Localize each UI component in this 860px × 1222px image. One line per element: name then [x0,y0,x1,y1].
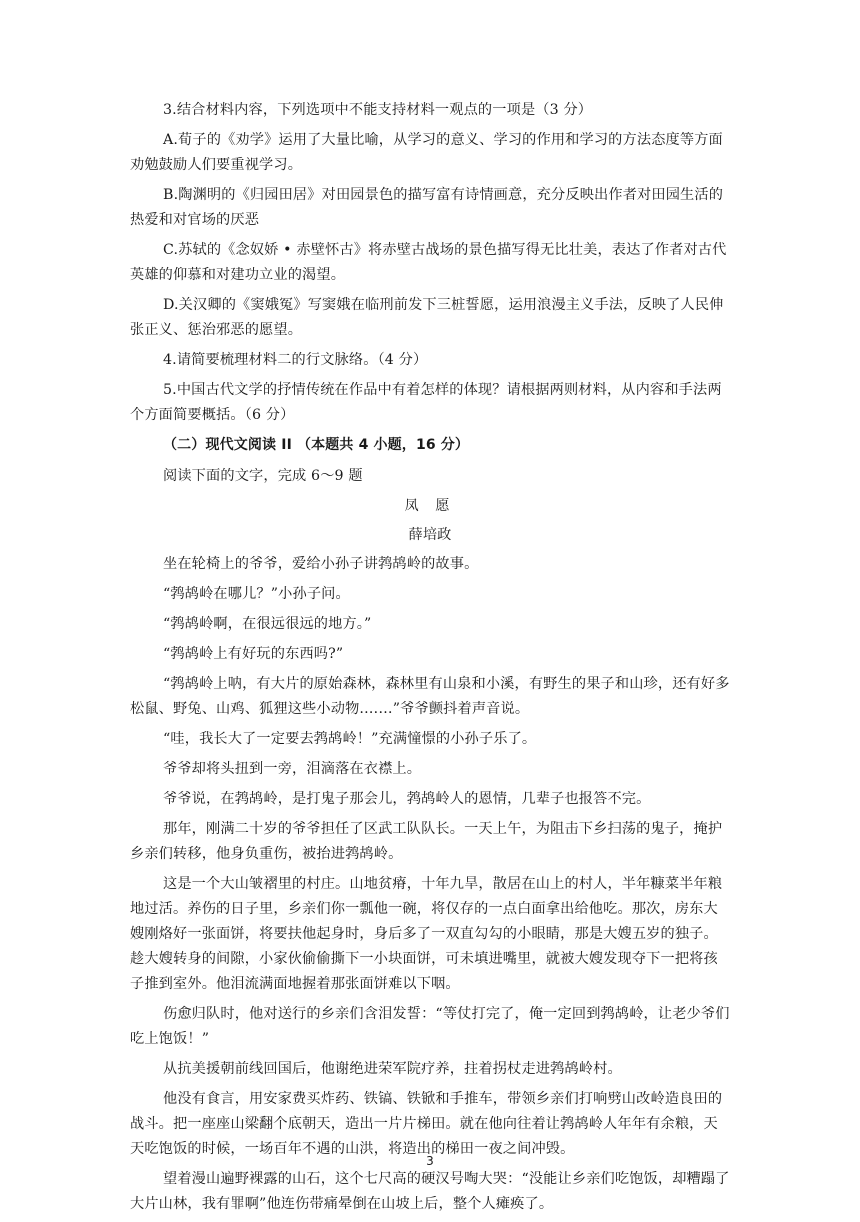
section-2-heading: （二）现代文阅读 II （本题共 4 小题，16 分） [163,437,470,453]
story-paragraph: “鹁鸪岭上呐，有大片的原始森林，森林里有山泉和小溪，有野生的果子和山珍，还有好多松鼠、野兔、山鸡、狐狸这些小动物.……”爷爷颤抖着声音说。 [130,676,730,717]
section-2-instruction: 阅读下面的文字，完成 6～9 题 [163,468,363,484]
story-paragraph: 坐在轮椅上的爷爷，爱给小孙子讲鹁鸪岭的故事。 [163,556,479,572]
story-paragraph: 他没有食言，用安家费买炸药、铁镐、铁锨和手推车，带领乡亲们打响劈山改岭造良田的战斗。把一座座山梁翻个底朝天，造出一片片梯田。就在他向往着让鹁鸪岭人年年有余粮，天天吃饱饭的时候，一场百年不遇的山洪，将造出的梯田一夜之间冲毁。 [130,1091,723,1157]
story-paragraph: “鹁鸪岭在哪儿？”小孙子问。 [163,586,350,602]
story-paragraph: 这是一个大山皱褶里的村庄。山地贫瘠，十年九旱，散居在山上的村人，半年糠菜半年粮地过活。养伤的日子里，乡亲们你一瓢他一碗，将仅存的一点白面拿出给他吃。那次，房东大嫂刚烙好一张面饼，将要扶他起身时，身后多了一双直勾勾的小眼睛，那是大嫂五岁的独子。趁大嫂转身的间隙，小家伙偷偷撕下一小块面饼，可未填进嘴里，就被大嫂发现夺下一把将孩子推到室外。他泪流满面地握着那张面饼难以下咽。 [130,876,723,992]
question-3-option-d: D.关汉卿的《窦娥冤》写窦娥在临刑前发下三桩誓愿，运用浪漫主义手法，反映了人民伸张正义、惩治邪恶的愿望。 [130,297,724,338]
question-3-option-a: A.荀子的《劝学》运用了大量比喻，从学习的意义、学习的作用和学习的方法态度等方面劝勉鼓励人们要重视学习。 [130,132,723,173]
question-3-stem: 3.结合材料内容，下列选项中不能支持材料一观点的一项是（3 分） [163,102,593,118]
story-author: 薛培政 [408,527,452,543]
story-paragraph: “鹁鸪岭啊，在很远很远的地方。” [163,616,372,632]
story-paragraph: 从抗美援朝前线回国后，他谢绝进荣军院疗养，拄着拐杖走进鹁鸪岭村。 [163,1061,622,1077]
question-4: 4.请简要梳理材料二的行文脉络。（4 分） [163,352,428,368]
story-paragraph: 那年，刚满二十岁的爷爷担任了区武工队队长。一天上午，为阻击下乡扫荡的鬼子，掩护乡亲们转移，他身负重伤，被抬进鹁鸪岭。 [130,821,723,862]
story-paragraph: 伤愈归队时，他对送行的乡亲们含泪发誓：“等仗打完了，俺一定回到鹁鸪岭，让老少爷们吃上饱饭！” [130,1006,730,1047]
story-body [130,552,730,1217]
question-3-option-c: C.苏轼的《念奴娇 • 赤壁怀古》将赤壁古战场的景色描写得无比壮美，表达了作者对古代英雄的仰慕和对建功立业的渴望。 [130,242,727,283]
question-5: 5.中国古代文学的抒情传统在作品中有着怎样的体现？请根据两则材料，从内容和手法两个方面简要概括。（6 分） [130,382,722,423]
story-paragraph: 爷爷说，在鹁鸪岭，是打鬼子那会儿，鹁鸪岭人的恩情，几辈子也报答不完。 [163,791,651,807]
story-paragraph: “哇，我长大了一定要去鹁鸪岭！”充满憧憬的小孙子乐了。 [163,731,537,747]
story-title: 凤 愿 [404,498,456,514]
story-paragraph: 爷爷却将头扭到一旁，泪滴落在衣襟上。 [163,761,422,777]
question-3-option-b: B.陶渊明的《归园田居》对田园景色的描写富有诗情画意，充分反映出作者对田园生活的热爱和对官场的厌恶 [130,187,724,228]
page-content [130,98,730,1222]
page-number: 3 [426,1154,434,1168]
story-paragraph: “鹁鸪岭上有好玩的东西吗?” [163,646,344,662]
story-paragraph: 望着漫山遍野裸露的山石，这个七尺高的硬汉号啕大哭：“没能让乡亲们吃饱饭，却糟蹋了大片山林，我有罪啊”他连伤带痛晕倒在山坡上后，整个人瘫痪了。 [130,1171,730,1212]
